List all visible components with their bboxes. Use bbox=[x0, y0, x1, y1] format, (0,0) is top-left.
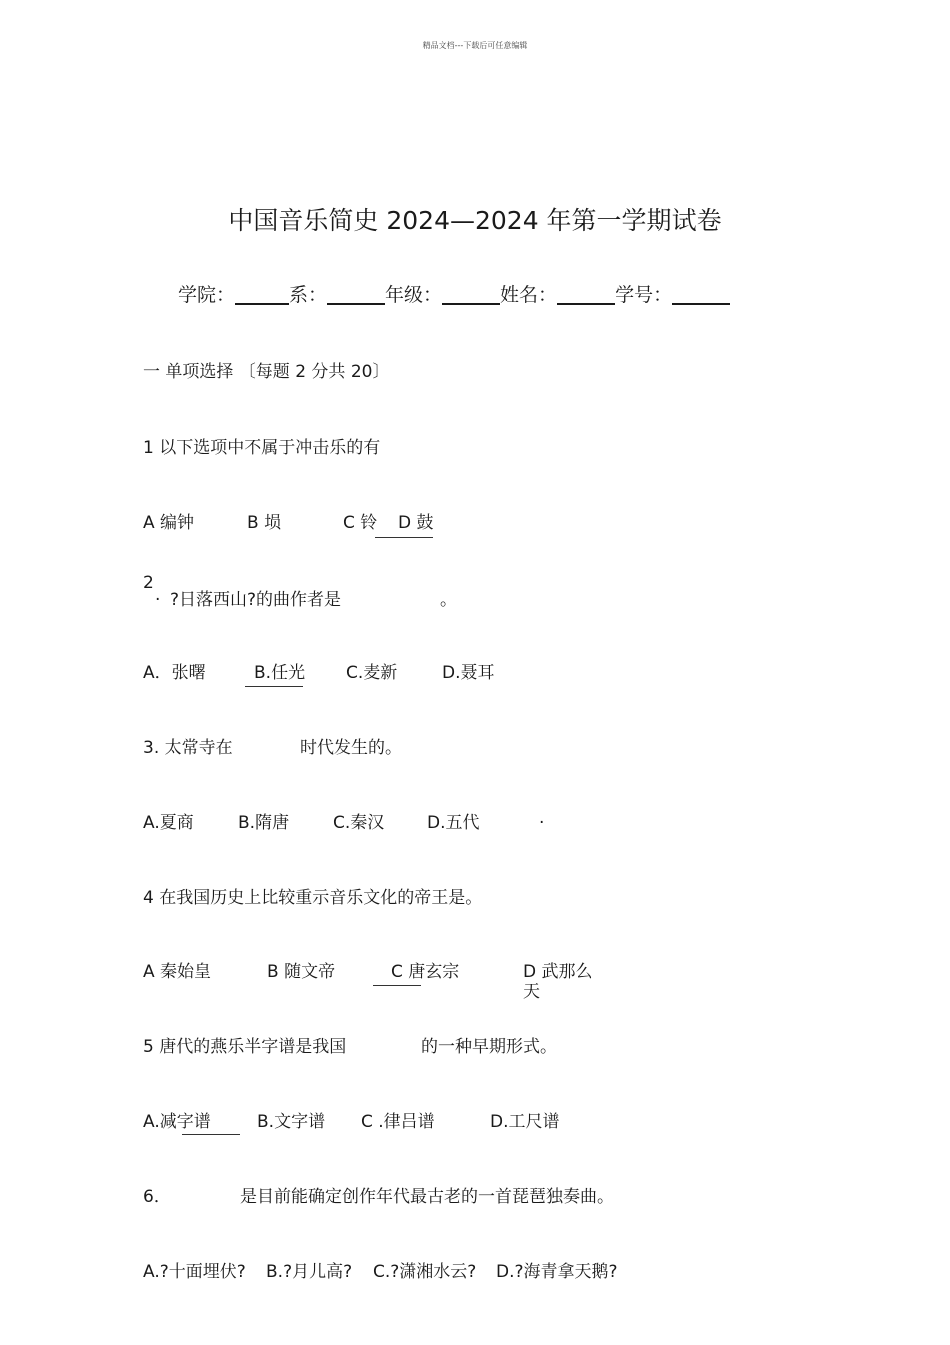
q2-stem-end: 。 bbox=[440, 590, 457, 610]
q1-option-d[interactable]: D 鼓 bbox=[398, 513, 434, 533]
q6-stem: 6． bbox=[143, 1187, 171, 1207]
q1-option-b[interactable]: B 埙 bbox=[247, 513, 282, 533]
label-grade: 年级： bbox=[385, 284, 443, 306]
q6-option-d[interactable]: D.?海青拿天鹅? bbox=[496, 1262, 618, 1282]
q5-stem-tail: 的一种早期形式。 bbox=[421, 1037, 557, 1057]
exam-title: 中国音乐简史 2024—2024 年第一学期试卷 bbox=[228, 206, 722, 235]
q2-stem: ?日落西山?的曲作者是 bbox=[170, 590, 342, 610]
q6-stem-tail: 是目前能确定创作年代最古老的一首琵琶独奏曲。 bbox=[240, 1187, 614, 1207]
q4-option-d[interactable]: D 武那么 bbox=[523, 962, 593, 982]
q3-stem-tail: 时代发生的。 bbox=[300, 738, 402, 758]
q1-option-a[interactable]: A 编钟 bbox=[143, 513, 195, 533]
q2-number: 2 bbox=[143, 573, 154, 593]
label-name: 姓名： bbox=[500, 284, 558, 306]
q2-option-a[interactable]: A．张曙 bbox=[143, 663, 206, 683]
q1-option-c[interactable]: C 铃 bbox=[343, 513, 378, 533]
q1-stem: 1 以下选项中不属于冲击乐的有 bbox=[143, 438, 381, 458]
blank-department[interactable] bbox=[327, 281, 385, 305]
q5-option-d[interactable]: D.工尺谱 bbox=[490, 1112, 560, 1132]
blank-student-id[interactable] bbox=[672, 281, 730, 305]
q2-stem-prefix: . bbox=[155, 585, 161, 605]
q5-option-a[interactable]: A.减字谱 bbox=[143, 1112, 211, 1132]
q2-answer-underline bbox=[245, 686, 303, 687]
q4-option-b[interactable]: B 随文帝 bbox=[267, 962, 336, 982]
q5-option-b[interactable]: B.文字谱 bbox=[257, 1112, 326, 1132]
q4-answer-underline bbox=[373, 985, 421, 986]
q2-option-c[interactable]: C.麦新 bbox=[346, 663, 398, 683]
label-college: 学院： bbox=[178, 284, 236, 306]
q3-option-b[interactable]: B.隋唐 bbox=[238, 813, 290, 833]
q4-stem: 4 在我国历史上比较重示音乐文化的帝王是。 bbox=[143, 888, 483, 908]
q3-option-c[interactable]: C.秦汉 bbox=[333, 813, 385, 833]
q1-answer-underline bbox=[375, 537, 433, 538]
section-heading: 一 单项选择 〔每题 2 分共 20〕 bbox=[143, 362, 390, 382]
q2-option-b[interactable]: B.任光 bbox=[254, 663, 306, 683]
q5-stem: 5 唐代的燕乐半字谱是我国 bbox=[143, 1037, 347, 1057]
q4-option-d-wrap: 天 bbox=[523, 982, 540, 1002]
q3-option-d[interactable]: D.五代 bbox=[427, 813, 480, 833]
label-department: 系： bbox=[289, 284, 328, 306]
q3-trailing-mark: . bbox=[539, 808, 545, 828]
header-note: 精品文档---下载后可任意编辑 bbox=[422, 41, 528, 50]
blank-name[interactable] bbox=[557, 281, 615, 305]
q3-stem: 3. 太常寺在 bbox=[143, 738, 233, 758]
label-student-id: 学号： bbox=[615, 284, 673, 306]
q4-option-c[interactable]: C 唐玄宗 bbox=[391, 962, 460, 982]
q6-option-b[interactable]: B.?月儿高? bbox=[266, 1262, 353, 1282]
q2-option-d[interactable]: D.聂耳 bbox=[442, 663, 495, 683]
q6-option-a[interactable]: A.?十面埋伏? bbox=[143, 1262, 246, 1282]
q5-answer-underline bbox=[182, 1134, 240, 1135]
student-info-line bbox=[178, 280, 730, 307]
q4-option-a[interactable]: A 秦始皇 bbox=[143, 962, 212, 982]
blank-grade[interactable] bbox=[442, 281, 500, 305]
blank-college[interactable] bbox=[235, 281, 289, 305]
q6-option-c[interactable]: C.?潇湘水云? bbox=[373, 1262, 477, 1282]
q5-option-c[interactable]: C .律吕谱 bbox=[361, 1112, 435, 1132]
q3-option-a[interactable]: A.夏商 bbox=[143, 813, 194, 833]
